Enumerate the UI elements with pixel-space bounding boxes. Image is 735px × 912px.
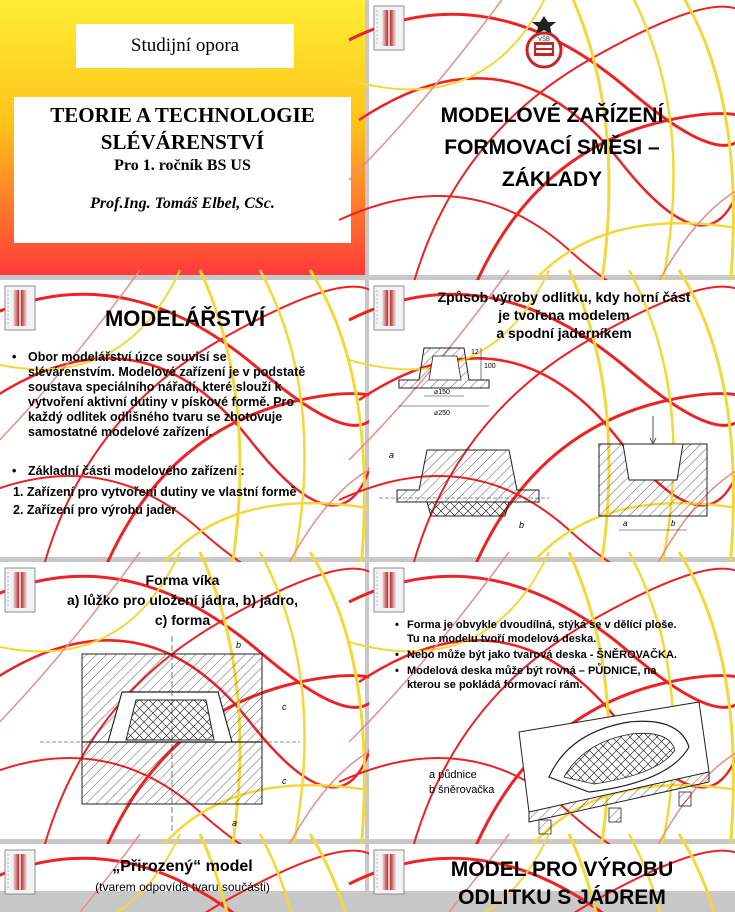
section-title-line2: FORMOVACÍ SMĚSI –: [444, 136, 660, 159]
label-b: b: [519, 520, 525, 530]
foundry-logo-icon: [5, 286, 35, 330]
model-assembly: [379, 450, 549, 530]
casting-drawing: [369, 340, 735, 557]
slide-title: „Přirozený“ model: [112, 858, 253, 875]
bullet-item: [395, 648, 731, 662]
study-label: Studijní opora: [130, 35, 240, 56]
foundry-logo-icon: [374, 286, 404, 330]
bullet-icon: •: [395, 619, 399, 631]
bullet-line: Modelová deska může být rovná – PŮDNICE, na: [407, 665, 657, 677]
label-a: a: [232, 818, 238, 828]
label-b: b: [236, 640, 242, 650]
dimension-drawing: [399, 348, 496, 417]
bullet-icon: •: [395, 665, 399, 677]
mold-drawing: [0, 632, 365, 839]
parts-item-1: 1. Zařízení pro vytvoření dutiny ve vlastní formě: [13, 485, 297, 499]
course-title-line2: SLÉVÁRENSTVÍ: [100, 130, 265, 154]
bullet-line: Forma je obvykle dvoudílná, stýká se v dělící ploše.: [407, 619, 677, 631]
bullet-line: Nebo může být jako tvarová deska - ŠNĚROVAČKA.: [407, 649, 677, 661]
dimension-250: ⌀250: [434, 410, 450, 417]
title-line: a) lůžko pro uložení jádra, b) jádro,: [66, 592, 299, 608]
slide-subtitle: (tvarem odpovídá tvaru součásti): [95, 880, 270, 894]
bullet-item: [395, 618, 731, 646]
legend-a: a půdnice: [429, 769, 477, 781]
slide-title: [0, 0, 365, 275]
bullet-list: [395, 618, 731, 692]
crest-text: VŠB: [537, 37, 551, 43]
parts-bullet: [10, 464, 360, 478]
title-box: [14, 97, 351, 243]
label-b: b: [671, 519, 676, 528]
intro-line: každý odlitek odlišného tvaru se zhotovuje: [28, 410, 283, 424]
slide-natural-model: [0, 844, 365, 894]
slide-title: MODELÁŘSTVÍ: [104, 306, 266, 331]
bullet-line: Tu na modelu tvoří modelová deska.: [407, 633, 597, 645]
author: Prof.Ing. Tomáš Elbel, CSc.: [90, 195, 275, 212]
bullet-icon: •: [12, 464, 17, 478]
title-line: a spodní jaderníkem: [496, 325, 632, 341]
dimension-150: ⌀150: [434, 389, 450, 396]
title-line: Způsob výroby odlitku, kdy horní část: [437, 289, 691, 305]
bullet-icon: •: [12, 350, 17, 364]
model-plate-drawing: [369, 692, 735, 839]
foundry-logo-icon: [5, 850, 35, 894]
dimension-100: 100: [484, 363, 496, 370]
section-title-line1: MODELOVÉ ZAŘÍZENÍ: [440, 104, 664, 127]
bullet-item: [395, 664, 731, 692]
title-line: MODEL PRO VÝROBU: [450, 858, 674, 881]
slide-modelarstvi: [0, 280, 365, 557]
slide-forma-vika: [0, 562, 365, 839]
intro-line: Obor modelářství úzce souvisí se: [28, 350, 227, 364]
label-c: c: [282, 702, 287, 712]
dimension-12: 12: [471, 349, 479, 356]
study-label-box: [76, 24, 294, 68]
corebox-assembly: [599, 416, 707, 530]
label-a: a: [389, 450, 395, 460]
bullet-icon: •: [395, 649, 399, 661]
label-c: c: [282, 776, 287, 786]
foundry-logo-icon: [374, 850, 404, 894]
title-line: c) forma: [154, 612, 211, 628]
foundry-logo-icon: [374, 6, 404, 50]
intro-line: samostatné modelové zařízení.: [28, 425, 213, 439]
parts-item-2: 2. Zařízení pro výrobu jader: [13, 503, 177, 517]
section-title-line3: ZÁKLADY: [501, 168, 603, 191]
title-line: Forma víka: [145, 572, 220, 588]
slide-model-and-corebox: [369, 280, 735, 557]
intro-bullet: [10, 350, 360, 440]
label-a: a: [623, 519, 628, 528]
slide-section-title: [369, 0, 735, 275]
slide-model-with-core: [369, 844, 735, 909]
slide-model-plate: [369, 562, 735, 839]
course-subtitle: Pro 1. ročník BS US: [114, 157, 251, 174]
foundry-logo-icon: [374, 568, 404, 612]
parts-heading: Základní části modelového zařízení :: [28, 464, 245, 478]
intro-line: soustava speciálního nářadí, které slouží k: [28, 380, 282, 394]
bullet-line: kterou se pokládá formovací rám.: [407, 679, 583, 691]
legend-b: b šněrovačka: [429, 784, 495, 796]
course-title-line1: TEORIE A TECHNOLOGIE: [50, 103, 315, 127]
university-crest-icon: [521, 10, 567, 70]
title-line: je tvořena modelem: [498, 307, 630, 323]
title-line: ODLITKU S JÁDREM: [458, 886, 666, 909]
intro-line: vytvoření aktivní dutiny v pískové formě. Pro: [28, 395, 295, 409]
intro-line: slévárenstvím. Modelové zařízení je v podstatě: [28, 365, 306, 379]
